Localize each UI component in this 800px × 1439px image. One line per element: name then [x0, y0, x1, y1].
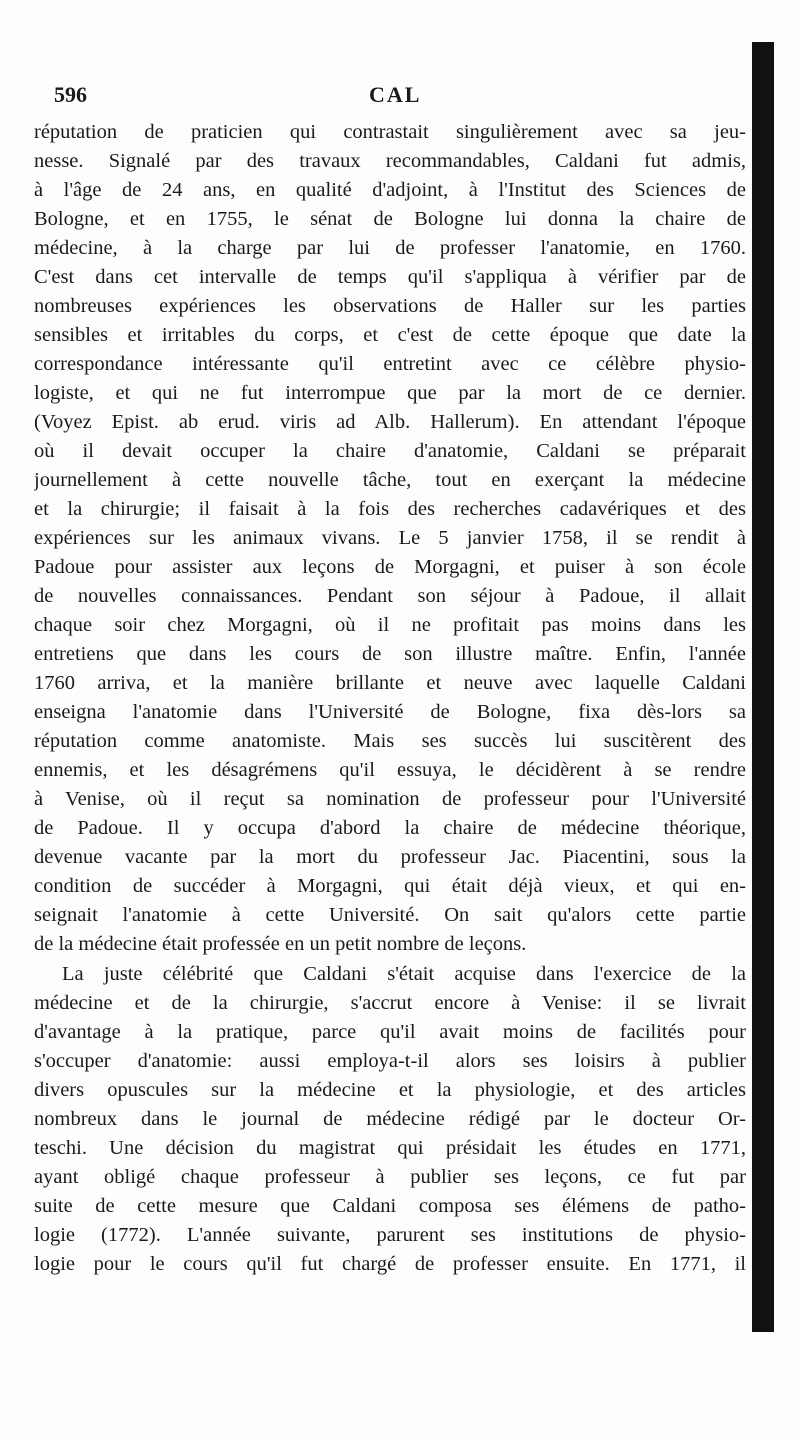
text-line: sensibles et irritables du corps, et c'est de cette époque que date la: [34, 324, 746, 346]
text-line: teschi. Une décision du magistrat qui présidait les études en 1771,: [34, 1137, 746, 1159]
text-line: nesse. Signalé par des travaux recommandables, Caldani fut admis,: [34, 150, 746, 172]
text-line: réputation de praticien qui contrastait singulièrement avec sa jeu-: [34, 121, 746, 143]
text-line: journellement à cette nouvelle tâche, tout en exerçant la médecine: [34, 469, 746, 491]
text-line: de la médecine était professée en un petit nombre de leçons.: [34, 933, 527, 955]
text-line: logie pour le cours qu'il fut chargé de professer ensuite. En 1771, il: [34, 1253, 746, 1275]
body-text: [34, 118, 746, 1279]
text-line: 1760 arriva, et la manière brillante et neuve avec laquelle Caldani: [34, 672, 746, 694]
paragraph-1: [34, 118, 746, 959]
binding-shadow: [752, 42, 774, 1332]
page-header: [54, 82, 734, 116]
text-line: de nouvelles connaissances. Pendant son séjour à Padoue, il allait: [34, 585, 746, 607]
text-line: enseigna l'anatomie dans l'Université de Bologne, fixa dès-lors sa: [34, 701, 746, 723]
text-line: chaque soir chez Morgagni, où il ne profitait pas moins dans les: [34, 614, 746, 636]
text-line: s'occuper d'anatomie: aussi employa-t-il alors ses loisirs à publier: [34, 1050, 746, 1072]
text-line: condition de succéder à Morgagni, qui était déjà vieux, et qui en-: [34, 875, 746, 897]
text-line: nombreuses expériences les observations de Haller sur les parties: [34, 295, 746, 317]
text-line: logie (1772). L'année suivante, parurent ses institutions de physio-: [34, 1224, 746, 1246]
text-line: correspondance intéressante qu'il entretint avec ce célèbre physio-: [34, 353, 746, 375]
text-line: (Voyez Epist. ab erud. viris ad Alb. Hallerum). En attendant l'époque: [34, 411, 746, 433]
text-line: devenue vacante par la mort du professeur Jac. Piacentini, sous la: [34, 846, 746, 868]
text-line: suite de cette mesure que Caldani composa ses élémens de patho-: [34, 1195, 746, 1217]
text-line: et la chirurgie; il faisait à la fois des recherches cadavériques et des: [34, 498, 746, 520]
text-line: d'avantage à la pratique, parce qu'il avait moins de facilités pour: [34, 1021, 746, 1043]
running-head: CAL: [369, 82, 422, 107]
paragraph-2: [34, 960, 746, 1279]
text-line: seignait l'anatomie à cette Université. On sait qu'alors cette partie: [34, 904, 746, 926]
text-line: nombreux dans le journal de médecine rédigé par le docteur Or-: [34, 1108, 746, 1130]
page-number: 596: [54, 82, 87, 107]
text-line: Padoue pour assister aux leçons de Morgagni, et puiser à son école: [34, 556, 746, 578]
text-line: C'est dans cet intervalle de temps qu'il s'appliqua à vérifier par de: [34, 266, 746, 288]
text-line: médecine, à la charge par lui de professer l'anatomie, en 1760.: [34, 237, 746, 259]
text-line: à Venise, où il reçut sa nomination de professeur pour l'Université: [34, 788, 746, 810]
text-line: entretiens que dans les cours de son illustre maître. Enfin, l'année: [34, 643, 746, 665]
text-line: Bologne, et en 1755, le sénat de Bologne lui donna la chaire de: [34, 208, 746, 230]
text-line: de Padoue. Il y occupa d'abord la chaire de médecine théorique,: [34, 817, 746, 839]
text-line: à l'âge de 24 ans, en qualité d'adjoint, à l'Institut des Sciences de: [34, 179, 746, 201]
text-line: réputation comme anatomiste. Mais ses succès lui suscitèrent des: [34, 730, 746, 752]
text-line: médecine et de la chirurgie, s'accrut encore à Venise: il se livrait: [34, 992, 746, 1014]
text-line: logiste, et qui ne fut interrompue que par la mort de ce dernier.: [34, 382, 746, 404]
text-line: ayant obligé chaque professeur à publier ses leçons, ce fut par: [34, 1166, 746, 1188]
text-line: où il devait occuper la chaire d'anatomie, Caldani se préparait: [34, 440, 746, 462]
text-line: ennemis, et les désagrémens qu'il essuya, le décidèrent à se rendre: [34, 759, 746, 781]
text-line: La juste célébrité que Caldani s'était acquise dans l'exercice de la: [62, 963, 746, 985]
text-line: expériences sur les animaux vivans. Le 5 janvier 1758, il se rendit à: [34, 527, 746, 549]
text-line: divers opuscules sur la médecine et la physiologie, et des articles: [34, 1079, 746, 1101]
